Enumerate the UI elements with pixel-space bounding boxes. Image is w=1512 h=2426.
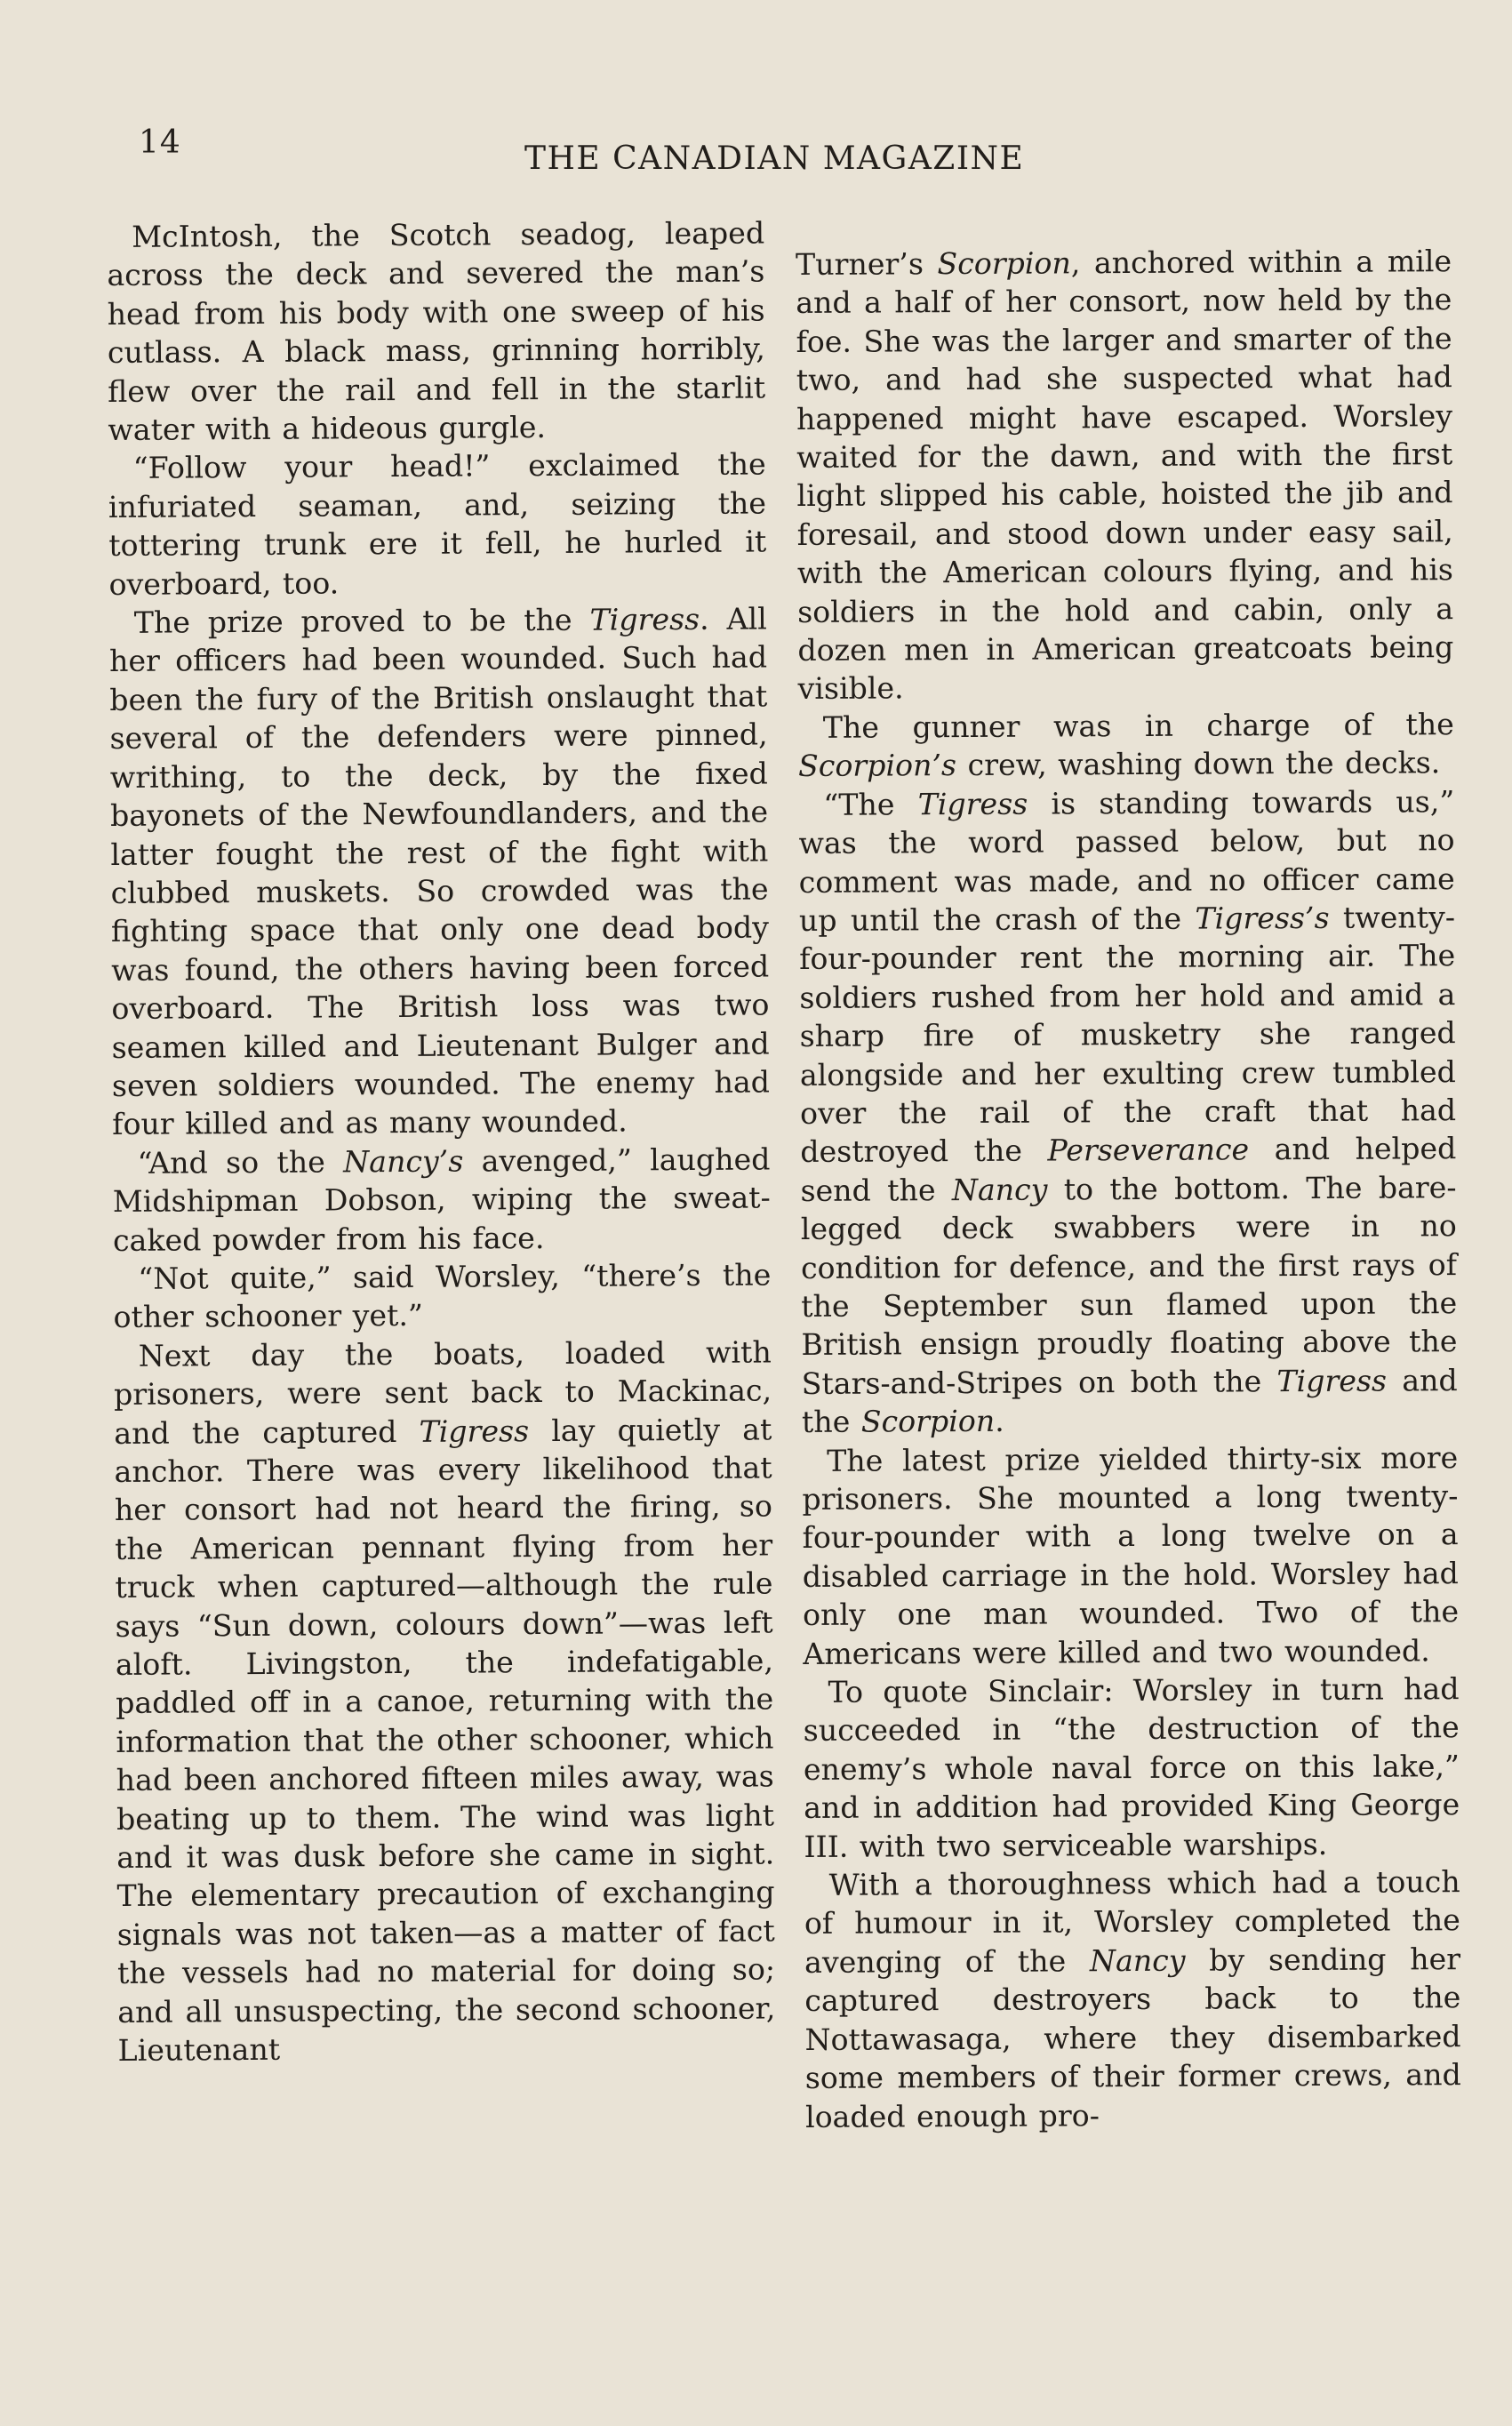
- paragraph: The latest prize yielded thirty-six more prisoners. She mounted a long twenty-four-pounder with a long twelve on a disabled carriage in the hold. Worsley had only one man wounded. Two of the Americans were killed and two wounded.: [802, 1439, 1460, 1671]
- paragraph: “The Tigress is standing towards us,” was the word passed below, but no comment was made, and no officer came up until the crash of the Tigress’s twenty-four-pounder rent the morning air. The soldiers rushed from her hold and amid a sharp fire of musketry she ranged alongside and her exulting crew tumbled over the rail of the craft that had destroyed the Perseverance and helped send the Nancy to the bottom. The bare-legged deck swabbers were in no condition for defence, and the first rays of the September sun flamed upon the British ensign proudly floating above the Stars-and-Stripes on both the Tigress and the Scorpion.: [798, 783, 1458, 1440]
- paragraph: The gunner was in charge of the Scorpion’s crew, washing down the decks.: [797, 707, 1454, 784]
- paragraph: “Not quite,” said Worsley, “there’s the other schooner yet.”: [113, 1257, 772, 1335]
- paragraph: McIntosh, the Scotch seadog, leaped across the deck and severed the man’s head from his body with one sweep of his cutlass. A black mass, grinning horribly, flew over the rail and fell in the starlit water with a hideous gurgle.: [107, 215, 766, 448]
- right-column: [796, 242, 1461, 2136]
- paragraph: “Follow your head!” exclaimed the infuriated seaman, and, seizing the tottering trunk ere it fell, he hurled it overboard, too.: [108, 446, 767, 602]
- paragraph: With a thoroughness which had a touch of humour in it, Worsley completed the avenging of the Nancy by sending her captured destroyers back to the Nottawasaga, where they disembarked some members of their former crews, and loaded enough pro-: [804, 1864, 1461, 2134]
- paragraph: The prize proved to be the Tigress. All her officers had been wounded. Such had been the fury of the British onslaught that several of the defenders were pinned, writhing, to the deck, by the fixed bayonets of the Newfoundlanders, and the latter fought the rest of the fight with clubbed muskets. So crowded was the fighting space that only one dead body was found, the others having been forced overboard. The British loss was two seamen killed and Lieutenant Bulger and seven soldiers wounded. The enemy had four killed and as many wounded.: [108, 601, 771, 1142]
- left-column: [107, 213, 776, 2070]
- page-number: 14: [139, 124, 181, 161]
- paragraph: Next day the boats, loaded with prisoners, were sent back to Mackinac, and the captured Tigress lay quietly at anchor. There was every likelihood that her consort had not heard the firing, so the American pennant flying from her truck when captured—although the rule says “Sun down, colours down”—was left aloft. Livingston, the indefatigable, paddled off in a canoe, returning with the information that the other schooner, which had been anchored fifteen miles away, was beating up to them. The wind was light and it was dusk before she came in sight. The elementary precaution of exchanging signals was not taken—as a matter of fact the vessels had no material for doing so; and all unsuspecting, the second schooner, Lieutenant: [113, 1334, 776, 2069]
- running-head: THE CANADIAN MAGAZINE: [524, 140, 1025, 177]
- paragraph: Turner’s Scorpion, anchored within a mile and a half of her consort, now held by the foe. She was the larger and smarter of the two, and had she suspected what had happened might have escaped. Worsley waited for the dawn, and with the first light slipped his cable, hoisted the jib and foresail, and stood down under easy sail, with the American colours flying, and his soldiers in the hold and cabin, only a dozen men in American greatcoats being visible.: [796, 244, 1454, 707]
- paragraph: To quote Sinclair: Worsley in turn had succeeded in “the destruction of the enemy’s whole naval force on this lake,” and in addition had provided King George III. with two serviceable warships.: [803, 1671, 1460, 1864]
- paragraph: “And so the Nancy’s avenged,” laughed Midshipman Dobson, wiping the sweat-caked powder from his face.: [112, 1141, 771, 1258]
